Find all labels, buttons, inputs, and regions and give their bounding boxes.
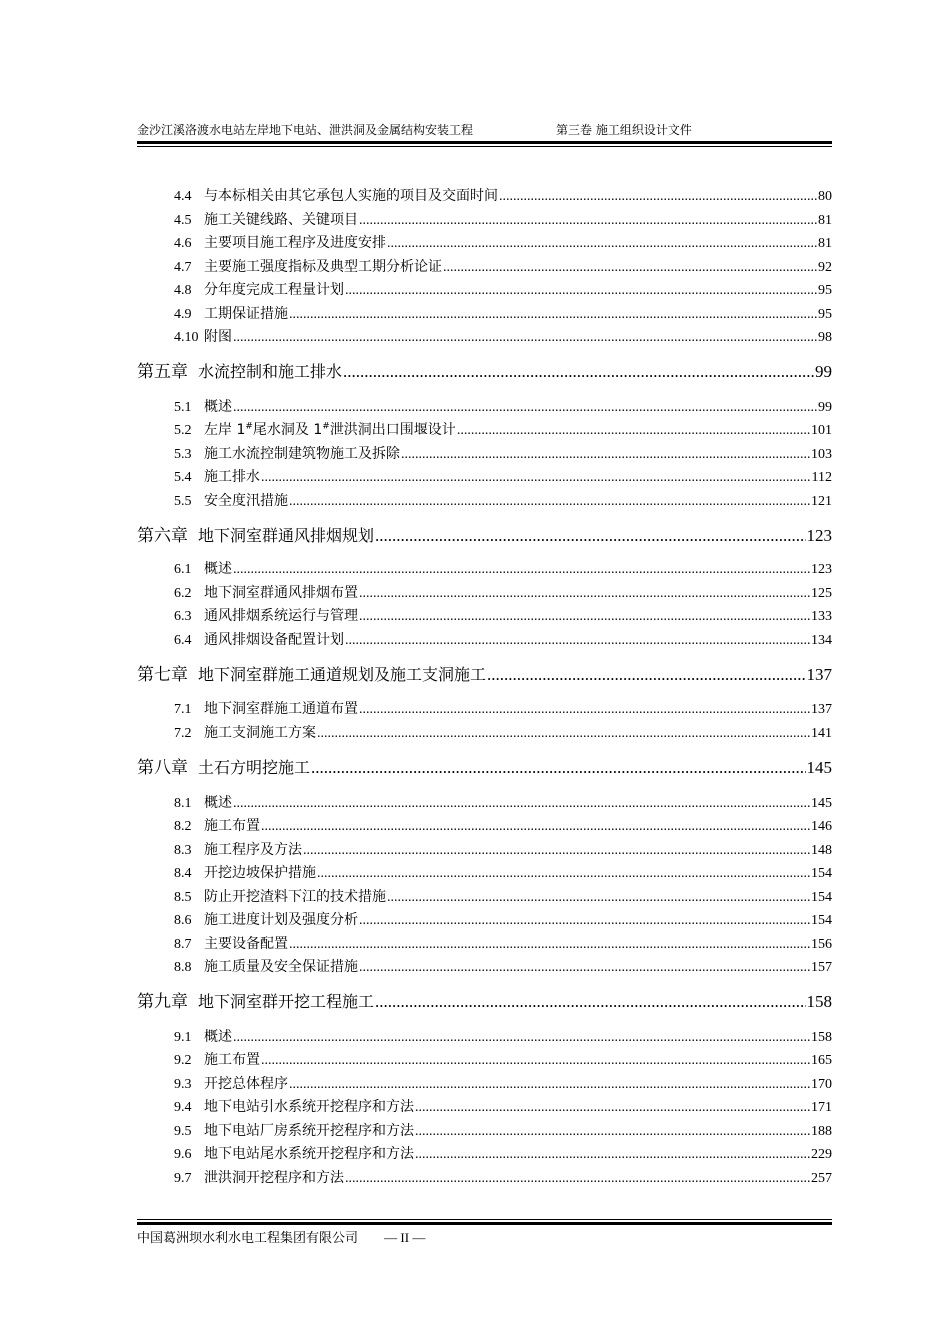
footer-rule-thick bbox=[137, 1222, 832, 1225]
toc-entry-page: 81 bbox=[818, 213, 832, 228]
toc-dot-leader bbox=[415, 1147, 810, 1163]
toc-dot-leader bbox=[261, 470, 811, 486]
toc-entry-title: 施工进度计划及强度分析 bbox=[204, 912, 358, 928]
toc-entry-title: 土石方明挖施工 bbox=[198, 758, 311, 777]
toc-dot-leader bbox=[289, 494, 810, 510]
page-footer bbox=[137, 1227, 832, 1246]
toc-section-entry[interactable] bbox=[174, 815, 832, 837]
toc-entry-page: 99 bbox=[818, 400, 832, 415]
toc-entry-title: 施工程序及方法 bbox=[204, 842, 302, 858]
toc-dot-leader bbox=[375, 992, 805, 1012]
toc-entry-page: 95 bbox=[818, 283, 832, 298]
toc-entry-number: 7.2 bbox=[174, 726, 192, 741]
toc-entry-number: 5.4 bbox=[174, 470, 192, 485]
toc-entry-page: 137 bbox=[806, 665, 832, 684]
toc-entry-title: 地下洞室群通风排烟规划 bbox=[198, 526, 375, 545]
toc-entry-title: 地下洞室群开挖工程施工 bbox=[198, 992, 375, 1011]
toc-chapter-entry[interactable] bbox=[137, 660, 832, 686]
toc-entry-title: 概述 bbox=[204, 399, 232, 415]
toc-section-entry[interactable] bbox=[174, 209, 832, 231]
toc-dot-leader bbox=[359, 702, 810, 718]
toc-dot-leader bbox=[233, 400, 817, 416]
toc-entry-title: 通风排烟系统运行与管理 bbox=[204, 608, 358, 624]
toc-entry-number: 6.3 bbox=[174, 609, 192, 624]
toc-dot-leader bbox=[317, 866, 810, 882]
toc-entry-page: 148 bbox=[811, 843, 832, 858]
toc-entry-number: 7.1 bbox=[174, 702, 192, 717]
toc-entry-page: 98 bbox=[818, 330, 832, 345]
toc-entry-title: 施工排水 bbox=[204, 469, 260, 485]
toc-section-entry[interactable] bbox=[174, 792, 832, 814]
toc-dot-leader bbox=[345, 633, 810, 649]
toc-section-entry[interactable] bbox=[174, 582, 832, 604]
toc-entry-number: 4.4 bbox=[174, 189, 192, 204]
toc-dot-leader bbox=[233, 1030, 810, 1046]
toc-entry-page: 154 bbox=[811, 866, 832, 881]
toc-chapter-entry[interactable] bbox=[137, 521, 832, 547]
toc-section-entry[interactable] bbox=[174, 558, 832, 580]
toc-section-entry[interactable] bbox=[174, 886, 832, 908]
toc-entry-page: 146 bbox=[811, 819, 832, 834]
toc-chapter-entry[interactable] bbox=[137, 753, 832, 779]
toc-entry-page: 188 bbox=[811, 1124, 832, 1139]
toc-entry-title: 地下洞室群施工通道布置 bbox=[204, 701, 358, 717]
toc-dot-leader bbox=[289, 307, 817, 323]
toc-entry-title: 施工质量及安全保证措施 bbox=[204, 959, 358, 975]
toc-chapter-entry[interactable] bbox=[137, 357, 832, 383]
toc-entry-title: 地下洞室群施工通道规划及施工支洞施工 bbox=[198, 665, 487, 684]
toc-section-entry[interactable] bbox=[174, 1096, 832, 1118]
toc-dot-leader bbox=[359, 913, 810, 929]
toc-entry-title: 地下洞室群通风排烟布置 bbox=[204, 585, 358, 601]
toc-entry-number: 6.4 bbox=[174, 633, 192, 648]
toc-entry-page: 158 bbox=[811, 1030, 832, 1045]
toc-dot-leader bbox=[345, 283, 817, 299]
toc-section-entry[interactable] bbox=[174, 839, 832, 861]
toc-section-entry[interactable] bbox=[174, 185, 832, 207]
toc-section-entry[interactable] bbox=[174, 396, 832, 418]
toc-entry-number: 8.7 bbox=[174, 937, 192, 952]
toc-entry-page: 133 bbox=[811, 609, 832, 624]
toc-entry-title: 主要施工强度指标及典型工期分析论证 bbox=[204, 259, 442, 275]
header-volume-title: 第三卷 施工组织设计文件 bbox=[556, 123, 692, 137]
toc-entry-number: 8.3 bbox=[174, 843, 192, 858]
toc-entry-number: 第七章 bbox=[137, 665, 188, 684]
toc-entry-title: 主要项目施工程序及进度安排 bbox=[204, 235, 386, 251]
toc-section-entry[interactable] bbox=[174, 933, 832, 955]
toc-entry-title: 与本标相关由其它承包人实施的项目及交面时间 bbox=[204, 188, 498, 204]
toc-section-entry[interactable] bbox=[174, 1073, 832, 1095]
header-rule-thin bbox=[137, 146, 832, 147]
toc-entry-number: 6.2 bbox=[174, 586, 192, 601]
toc-section-entry[interactable] bbox=[174, 1049, 832, 1071]
toc-entry-title: 左岸 1#尾水洞及 1#泄洪洞出口围堰设计 bbox=[204, 421, 456, 438]
toc-entry-title: 开挖总体程序 bbox=[204, 1076, 288, 1092]
toc-entry-title: 分年度完成工程量计划 bbox=[204, 282, 344, 298]
header-rule-thick bbox=[137, 141, 832, 144]
toc-entry-number: 8.4 bbox=[174, 866, 192, 881]
toc-section-entry[interactable] bbox=[174, 909, 832, 931]
toc-entry-title: 主要设备配置 bbox=[204, 936, 288, 952]
header-project-title: 金沙江溪洛渡水电站左岸地下电站、泄洪洞及金属结构安装工程 bbox=[137, 123, 474, 137]
toc-entry-page: 92 bbox=[818, 260, 832, 275]
toc-entry-page: 157 bbox=[811, 960, 832, 975]
toc-entry-number: 8.8 bbox=[174, 960, 192, 975]
toc-entry-page: 145 bbox=[811, 796, 832, 811]
toc-entry-number: 第五章 bbox=[137, 362, 188, 381]
toc-entry-page: 125 bbox=[811, 586, 832, 601]
toc-dot-leader bbox=[359, 609, 810, 625]
toc-entry-page: 103 bbox=[811, 447, 832, 462]
toc-entry-page: 81 bbox=[818, 236, 832, 251]
toc-dot-leader bbox=[303, 843, 810, 859]
toc-section-entry[interactable] bbox=[174, 326, 832, 348]
toc-entry-page: 170 bbox=[811, 1077, 832, 1092]
footer-company: 中国葛洲坝水利水电工程集团有限公司 bbox=[137, 1231, 359, 1246]
toc-section-entry[interactable] bbox=[174, 419, 832, 441]
toc-entry-number: 6.1 bbox=[174, 562, 192, 577]
toc-dot-leader bbox=[311, 758, 805, 778]
toc-section-entry[interactable] bbox=[174, 629, 832, 651]
toc-entry-title: 地下电站引水系统开挖程序和方法 bbox=[204, 1099, 414, 1115]
page-header bbox=[137, 121, 832, 141]
toc-entry-number: 9.4 bbox=[174, 1100, 192, 1115]
toc-entry-page: 156 bbox=[811, 937, 832, 952]
toc-entry-page: 80 bbox=[818, 189, 832, 204]
toc-entry-number: 8.2 bbox=[174, 819, 192, 834]
toc-entry-page: 95 bbox=[818, 307, 832, 322]
toc-entry-page: 165 bbox=[811, 1053, 832, 1068]
toc-entry-title: 概述 bbox=[204, 1029, 232, 1045]
toc-dot-leader bbox=[261, 819, 810, 835]
toc-entry-page: 134 bbox=[811, 633, 832, 648]
footer-page-number: — II — bbox=[384, 1230, 426, 1245]
toc-section-entry[interactable] bbox=[174, 1143, 832, 1165]
toc-entry-number: 4.10 bbox=[174, 330, 199, 345]
toc-entry-page: 154 bbox=[811, 890, 832, 905]
toc-dot-leader bbox=[233, 796, 810, 812]
toc-dot-leader bbox=[289, 937, 810, 953]
toc-dot-leader bbox=[387, 236, 817, 252]
toc-entry-page: 141 bbox=[811, 726, 832, 741]
footer-rule-thin bbox=[137, 1219, 832, 1220]
toc-entry-number: 8.6 bbox=[174, 913, 192, 928]
toc-entry-page: 171 bbox=[811, 1100, 832, 1115]
toc-section-entry[interactable] bbox=[174, 303, 832, 325]
toc-dot-leader bbox=[387, 890, 810, 906]
toc-entry-title: 施工支洞施工方案 bbox=[204, 725, 316, 741]
toc-entry-number: 9.6 bbox=[174, 1147, 192, 1162]
toc-chapter-entry[interactable] bbox=[137, 987, 832, 1013]
toc-entry-number: 4.5 bbox=[174, 213, 192, 228]
toc-entry-page: 123 bbox=[811, 562, 832, 577]
toc-entry-number: 第九章 bbox=[137, 992, 188, 1011]
toc-entry-number: 4.7 bbox=[174, 260, 192, 275]
toc-dot-leader bbox=[261, 1053, 810, 1069]
toc-section-entry[interactable] bbox=[174, 698, 832, 720]
toc-section-entry[interactable] bbox=[174, 466, 832, 488]
toc-section-entry[interactable] bbox=[174, 232, 832, 254]
toc-entry-number: 9.5 bbox=[174, 1124, 192, 1139]
toc-entry-number: 9.3 bbox=[174, 1077, 192, 1092]
toc-section-entry[interactable] bbox=[174, 1120, 832, 1142]
toc-section-entry[interactable] bbox=[174, 722, 832, 744]
toc-section-entry[interactable] bbox=[174, 279, 832, 301]
toc-dot-leader bbox=[343, 362, 814, 382]
toc-entry-number: 9.7 bbox=[174, 1171, 192, 1186]
toc-entry-number: 5.3 bbox=[174, 447, 192, 462]
toc-entry-title: 施工水流控制建筑物施工及拆除 bbox=[204, 446, 400, 462]
toc-dot-leader bbox=[359, 960, 810, 976]
toc-entry-number: 5.1 bbox=[174, 400, 192, 415]
toc-entry-title: 地下电站尾水系统开挖程序和方法 bbox=[204, 1146, 414, 1162]
toc-dot-leader bbox=[457, 423, 810, 439]
toc-section-entry[interactable] bbox=[174, 1026, 832, 1048]
toc-dot-leader bbox=[359, 213, 817, 229]
toc-entry-title: 施工布置 bbox=[204, 818, 260, 834]
toc-section-entry[interactable] bbox=[174, 605, 832, 627]
toc-entry-number: 4.6 bbox=[174, 236, 192, 251]
toc-dot-leader bbox=[401, 447, 810, 463]
toc-entry-page: 145 bbox=[806, 758, 832, 777]
toc-entry-title: 防止开挖渣料下江的技术措施 bbox=[204, 889, 386, 905]
toc-entry-page: 158 bbox=[806, 992, 832, 1011]
toc-dot-leader bbox=[415, 1124, 810, 1140]
toc-entry-number: 第八章 bbox=[137, 758, 188, 777]
toc-dot-leader bbox=[233, 562, 810, 578]
toc-dot-leader bbox=[233, 330, 817, 346]
toc-dot-leader bbox=[375, 526, 805, 546]
toc-section-entry[interactable] bbox=[174, 256, 832, 278]
toc-entry-number: 8.5 bbox=[174, 890, 192, 905]
toc-entry-page: 154 bbox=[811, 913, 832, 928]
toc-entry-title: 概述 bbox=[204, 561, 232, 577]
toc-dot-leader bbox=[289, 1077, 810, 1093]
toc-entry-page: 137 bbox=[811, 702, 832, 717]
toc-entry-page: 229 bbox=[811, 1147, 832, 1162]
toc-entry-title: 施工布置 bbox=[204, 1052, 260, 1068]
toc-entry-title: 开挖边坡保护措施 bbox=[204, 865, 316, 881]
toc-dot-leader bbox=[415, 1100, 810, 1116]
toc-entry-title: 安全度汛措施 bbox=[204, 493, 288, 509]
toc-dot-leader bbox=[443, 260, 817, 276]
toc-entry-number: 9.2 bbox=[174, 1053, 192, 1068]
toc-entry-title: 泄洪洞开挖程序和方法 bbox=[204, 1170, 344, 1186]
toc-dot-leader bbox=[345, 1171, 810, 1187]
toc-entry-title: 概述 bbox=[204, 795, 232, 811]
toc-section-entry[interactable] bbox=[174, 443, 832, 465]
toc-entry-title: 水流控制和施工排水 bbox=[198, 362, 343, 381]
toc-entry-title: 地下电站厂房系统开挖程序和方法 bbox=[204, 1123, 414, 1139]
toc-entry-number: 5.5 bbox=[174, 494, 192, 509]
toc-entry-title: 工期保证措施 bbox=[204, 306, 288, 322]
toc-dot-leader bbox=[487, 665, 805, 685]
toc-entry-page: 123 bbox=[806, 526, 832, 545]
toc-entry-title: 施工关键线路、关键项目 bbox=[204, 212, 358, 228]
toc-entry-page: 121 bbox=[811, 494, 832, 509]
toc-section-entry[interactable] bbox=[174, 956, 832, 978]
toc-section-entry[interactable] bbox=[174, 1167, 832, 1189]
toc-entry-number: 9.1 bbox=[174, 1030, 192, 1045]
toc-entry-page: 101 bbox=[811, 423, 832, 438]
toc-entry-page: 112 bbox=[811, 470, 832, 485]
toc-entry-number: 8.1 bbox=[174, 796, 192, 811]
toc-entry-title: 附图 bbox=[204, 329, 232, 345]
toc-entry-number: 4.9 bbox=[174, 307, 192, 322]
toc-dot-leader bbox=[499, 189, 817, 205]
toc-entry-title: 通风排烟设备配置计划 bbox=[204, 632, 344, 648]
toc-entry-page: 257 bbox=[811, 1171, 832, 1186]
toc-section-entry[interactable] bbox=[174, 490, 832, 512]
toc-entry-page: 99 bbox=[815, 362, 832, 381]
toc-section-entry[interactable] bbox=[174, 862, 832, 884]
toc-entry-number: 第六章 bbox=[137, 526, 188, 545]
toc-dot-leader bbox=[359, 586, 810, 602]
toc-dot-leader bbox=[317, 726, 810, 742]
toc-entry-number: 5.2 bbox=[174, 423, 192, 438]
toc-entry-number: 4.8 bbox=[174, 283, 192, 298]
